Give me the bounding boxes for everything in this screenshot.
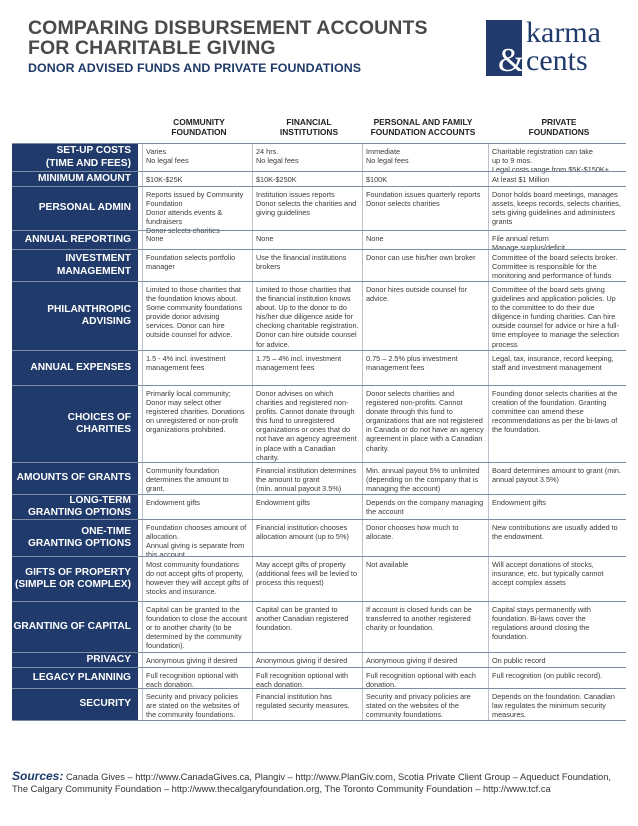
table-cell: Institution issues reports Donor selects the charities and giving guidelines — [252, 187, 362, 230]
row-label: MINIMUM AMOUNT — [12, 172, 138, 186]
row-label: LEGACY PLANNING — [12, 668, 138, 688]
column-headers — [140, 117, 626, 141]
table-cell: Depends on the company managing the account — [362, 495, 488, 519]
title-line-2: FOR CHARITABLE GIVING — [28, 37, 276, 59]
table-row — [12, 494, 626, 519]
table-row — [12, 171, 626, 186]
table-row — [12, 249, 626, 281]
logo-word-karma: karma — [526, 16, 601, 49]
table-cell: None — [362, 231, 488, 249]
table-cell: Legal, tax, insurance, record keeping, staff and investment management — [488, 351, 626, 385]
row-label: SECURITY — [12, 689, 138, 720]
table-cell: Financial institution has regulated security measures. — [252, 689, 362, 720]
table-cell: Limited to those charities that the financial institution knows about. Up to the donor to do his/her due diligence aside for checking charitable registration. Donor can hire outside counsel for advice. — [252, 282, 362, 350]
table-cell: Anonymous giving if desired — [252, 653, 362, 667]
logo-ampersand: & — [498, 42, 525, 79]
table-cell: Foundation issues quarterly reports Donor selects charities — [362, 187, 488, 230]
table-cell: 24 hrs. No legal fees — [252, 144, 362, 171]
row-label: AMOUNTS OF GRANTS — [12, 463, 138, 494]
table-cell: Endowment gifts — [488, 495, 626, 519]
table-cell: New contributions are usually added to the endowment. — [488, 520, 626, 556]
header — [28, 18, 488, 75]
sources-text: Canada Gives – http://www.CanadaGives.ca, Plangiv – http://www.PlanGiv.com, Scotia Private Client Group – Aqueduct Foundation, The Calgary Community Foundation – http://www.thecalgaryfoundation.org, The Toronto Community Foundation – http://www.tcf.ca — [12, 772, 611, 794]
sources — [12, 770, 626, 795]
column-header-personal-family-foundation: PERSONAL AND FAMILY FOUNDATION ACCOUNTS — [370, 117, 476, 137]
table-cell: Full recognition (on public record). — [488, 668, 626, 688]
row-label: GRANTING OF CAPITAL — [12, 602, 138, 652]
table-cell: Donor chooses how much to allocate. — [362, 520, 488, 556]
row-label: SET-UP COSTS (TIME AND FEES) — [12, 144, 138, 171]
row-label: GIFTS OF PROPERTY (SIMPLE OR COMPLEX) — [12, 557, 138, 601]
table-cell: Donor selects charities and registered non-profits. Cannot donate through this fund to organizations that are not registered in Canada or do not have an agency agreement in place with a Canadian charity. — [362, 386, 488, 462]
table-row — [12, 385, 626, 462]
table-cell: Donor can use his/her own broker — [362, 250, 488, 281]
row-label: CHOICES OF CHARITIES — [12, 386, 138, 462]
table-cell: 0.75 – 2.5% plus investment management fees — [362, 351, 488, 385]
table-cell: Reports issued by Community Foundation Donor attends events & fundraisers Donor selects charities — [142, 187, 252, 230]
table-cell: Financial institution determines the amount to grant (min. annual payout 3.5%) — [252, 463, 362, 494]
table-row — [12, 688, 626, 721]
table-cell: Immediate No legal fees — [362, 144, 488, 171]
table-cell: Will accept donations of stocks, insurance, etc. but typically cannot accept complex assets — [488, 557, 626, 601]
table-cell: Charitable registration can take up to 9 mos. Legal costs range from $5K-$150K+ — [488, 144, 626, 171]
table-cell: Financial institution chooses allocation amount (up to 5%) — [252, 520, 362, 556]
table-row — [12, 350, 626, 385]
table-cell: $10K-$250K — [252, 172, 362, 186]
table-cell: Donor holds board meetings, manages assets, keeps records, selects charities, sets giving guidelines and administers grants — [488, 187, 626, 230]
table-row — [12, 186, 626, 236]
table-cell: Founding donor selects charities at the creation of the foundation. Granting committee can amend these recommendations as per the bi-laws of the foundation. — [488, 386, 626, 462]
table-cell: On public record — [488, 653, 626, 667]
table-cell: Endowment gifts — [142, 495, 252, 519]
table-row — [12, 667, 626, 688]
row-label: ANNUAL EXPENSES — [12, 351, 138, 385]
row-label: ANNUAL REPORTING — [12, 231, 138, 249]
table-cell: Capital can be granted to the foundation to close the account or to another charity (to be determined by the community foundation). — [142, 602, 252, 652]
table-cell: Use the financial institutions brokers — [252, 250, 362, 281]
table-cell: Depends on the foundation. Canadian law regulates the minimum security measures. — [488, 689, 626, 720]
table-cell: File annual return Manage surplus/deficit — [488, 231, 626, 249]
table-cell: At least $1 Million — [488, 172, 626, 186]
table-row — [12, 230, 626, 253]
table-cell: Endowment gifts — [252, 495, 362, 519]
table-row — [12, 556, 626, 601]
column-header-community-foundation: COMMUNITY FOUNDATION — [171, 117, 227, 137]
table-cell: 1.5 - 4% incl. investment management fees — [142, 351, 252, 385]
row-label: ONE-TIME GRANTING OPTIONS — [12, 520, 138, 556]
page-title — [28, 18, 488, 58]
row-label: PHILANTHROPIC ADVISING — [12, 282, 138, 350]
table-cell: Anonymous giving if desired — [142, 653, 252, 667]
table-cell: Limited to those charities that the foundation knows about. Some community foundations provide donor advising services. Donor can hire outside counsel for advice. — [142, 282, 252, 350]
table-cell: $10K-$25K — [142, 172, 252, 186]
table-row — [12, 462, 626, 494]
row-label: PRIVACY — [12, 653, 138, 667]
table-cell: Capital stays permanently with foundation. Bi-laws cover the regulations around closing the foundation. — [488, 602, 626, 652]
table-cell: Full recognition optional with each donation. — [142, 668, 252, 688]
row-label: INVESTMENT MANAGEMENT — [12, 250, 138, 281]
table-cell: Committee of the board sets giving guidelines and application policies. Up to the committee to do their due diligence in funding charities. Can hire outside counsel for advice or hire a full-time employee to manage the selection process — [488, 282, 626, 350]
table-row — [12, 601, 626, 652]
page-subtitle: DONOR ADVISED FUNDS AND PRIVATE FOUNDATIONS — [28, 61, 362, 75]
table-cell: May accept gifts of property (additional fees will be levied to process this request) — [252, 557, 362, 601]
table-cell: Security and privacy policies are stated on the websites of the community foundations. — [362, 689, 488, 720]
logo-word-cents: cents — [526, 44, 588, 77]
table-cell: Most community foundations do not accept gifts of property, however they will accept gifts of stocks and insurance. — [142, 557, 252, 601]
table-cell: Anonymous giving if desired — [362, 653, 488, 667]
table-cell: Min. annual payout 5% to unlimited (depending on the company that is managing the account) — [362, 463, 488, 494]
table-cell: Full recognition optional with each donation. — [252, 668, 362, 688]
table-row — [12, 652, 626, 667]
row-label: LONG-TERM GRANTING OPTIONS — [12, 495, 138, 519]
table-row — [12, 143, 626, 175]
table-cell: Varies No legal fees — [142, 144, 252, 171]
sources-label: Sources: — [12, 769, 64, 783]
row-label: PERSONAL ADMIN — [12, 187, 138, 230]
karma-cents-logo — [486, 16, 608, 79]
table-cell: Capital can be granted to another Canadian registered foundation. — [252, 602, 362, 652]
table-cell: None — [252, 231, 362, 249]
table-cell: Foundation chooses amount of allocation. Annual giving is separate from this account. — [142, 520, 252, 556]
table-cell: Foundation selects portfolio manager — [142, 250, 252, 281]
table-cell: Community foundation determines the amount to grant. — [142, 463, 252, 494]
column-header-private-foundations: PRIVATE FOUNDATIONS — [528, 117, 590, 137]
table-cell: $100K — [362, 172, 488, 186]
table-cell: Not available — [362, 557, 488, 601]
table-cell: Full recognition optional with each donation. — [362, 668, 488, 688]
table-cell: Donor hires outside counsel for advice. — [362, 282, 488, 350]
table-cell: Committee of the board selects broker. Committee is responsible for the monitoring and performance of funds — [488, 250, 626, 281]
column-header-financial-institutions: FINANCIAL INSTITUTIONS — [279, 117, 339, 137]
table-row — [12, 519, 626, 560]
table-cell: Donor advises on which charities and registered non-profits. Cannot donate through this fund to unregistered organizations or ones that do not have an agency agreement in place with a Canadian charity. — [252, 386, 362, 462]
table-cell: None — [142, 231, 252, 249]
table-cell: Primarily local community; Donor may select other registered charities. Donations on unregistered or non-profit organizations prohibited. — [142, 386, 252, 462]
table-cell: 1.75 – 4% incl. investment management fees — [252, 351, 362, 385]
table-cell: If account is closed funds can be transferred to another registered charity or foundation. — [362, 602, 488, 652]
title-line-1: COMPARING DISBURSEMENT ACCOUNTS — [28, 17, 428, 39]
table-cell: Security and privacy policies are stated on the websites of the community foundations. — [142, 689, 252, 720]
table-row — [12, 281, 626, 350]
table-cell: Board determines amount to grant (min. annual payout 3.5%) — [488, 463, 626, 494]
